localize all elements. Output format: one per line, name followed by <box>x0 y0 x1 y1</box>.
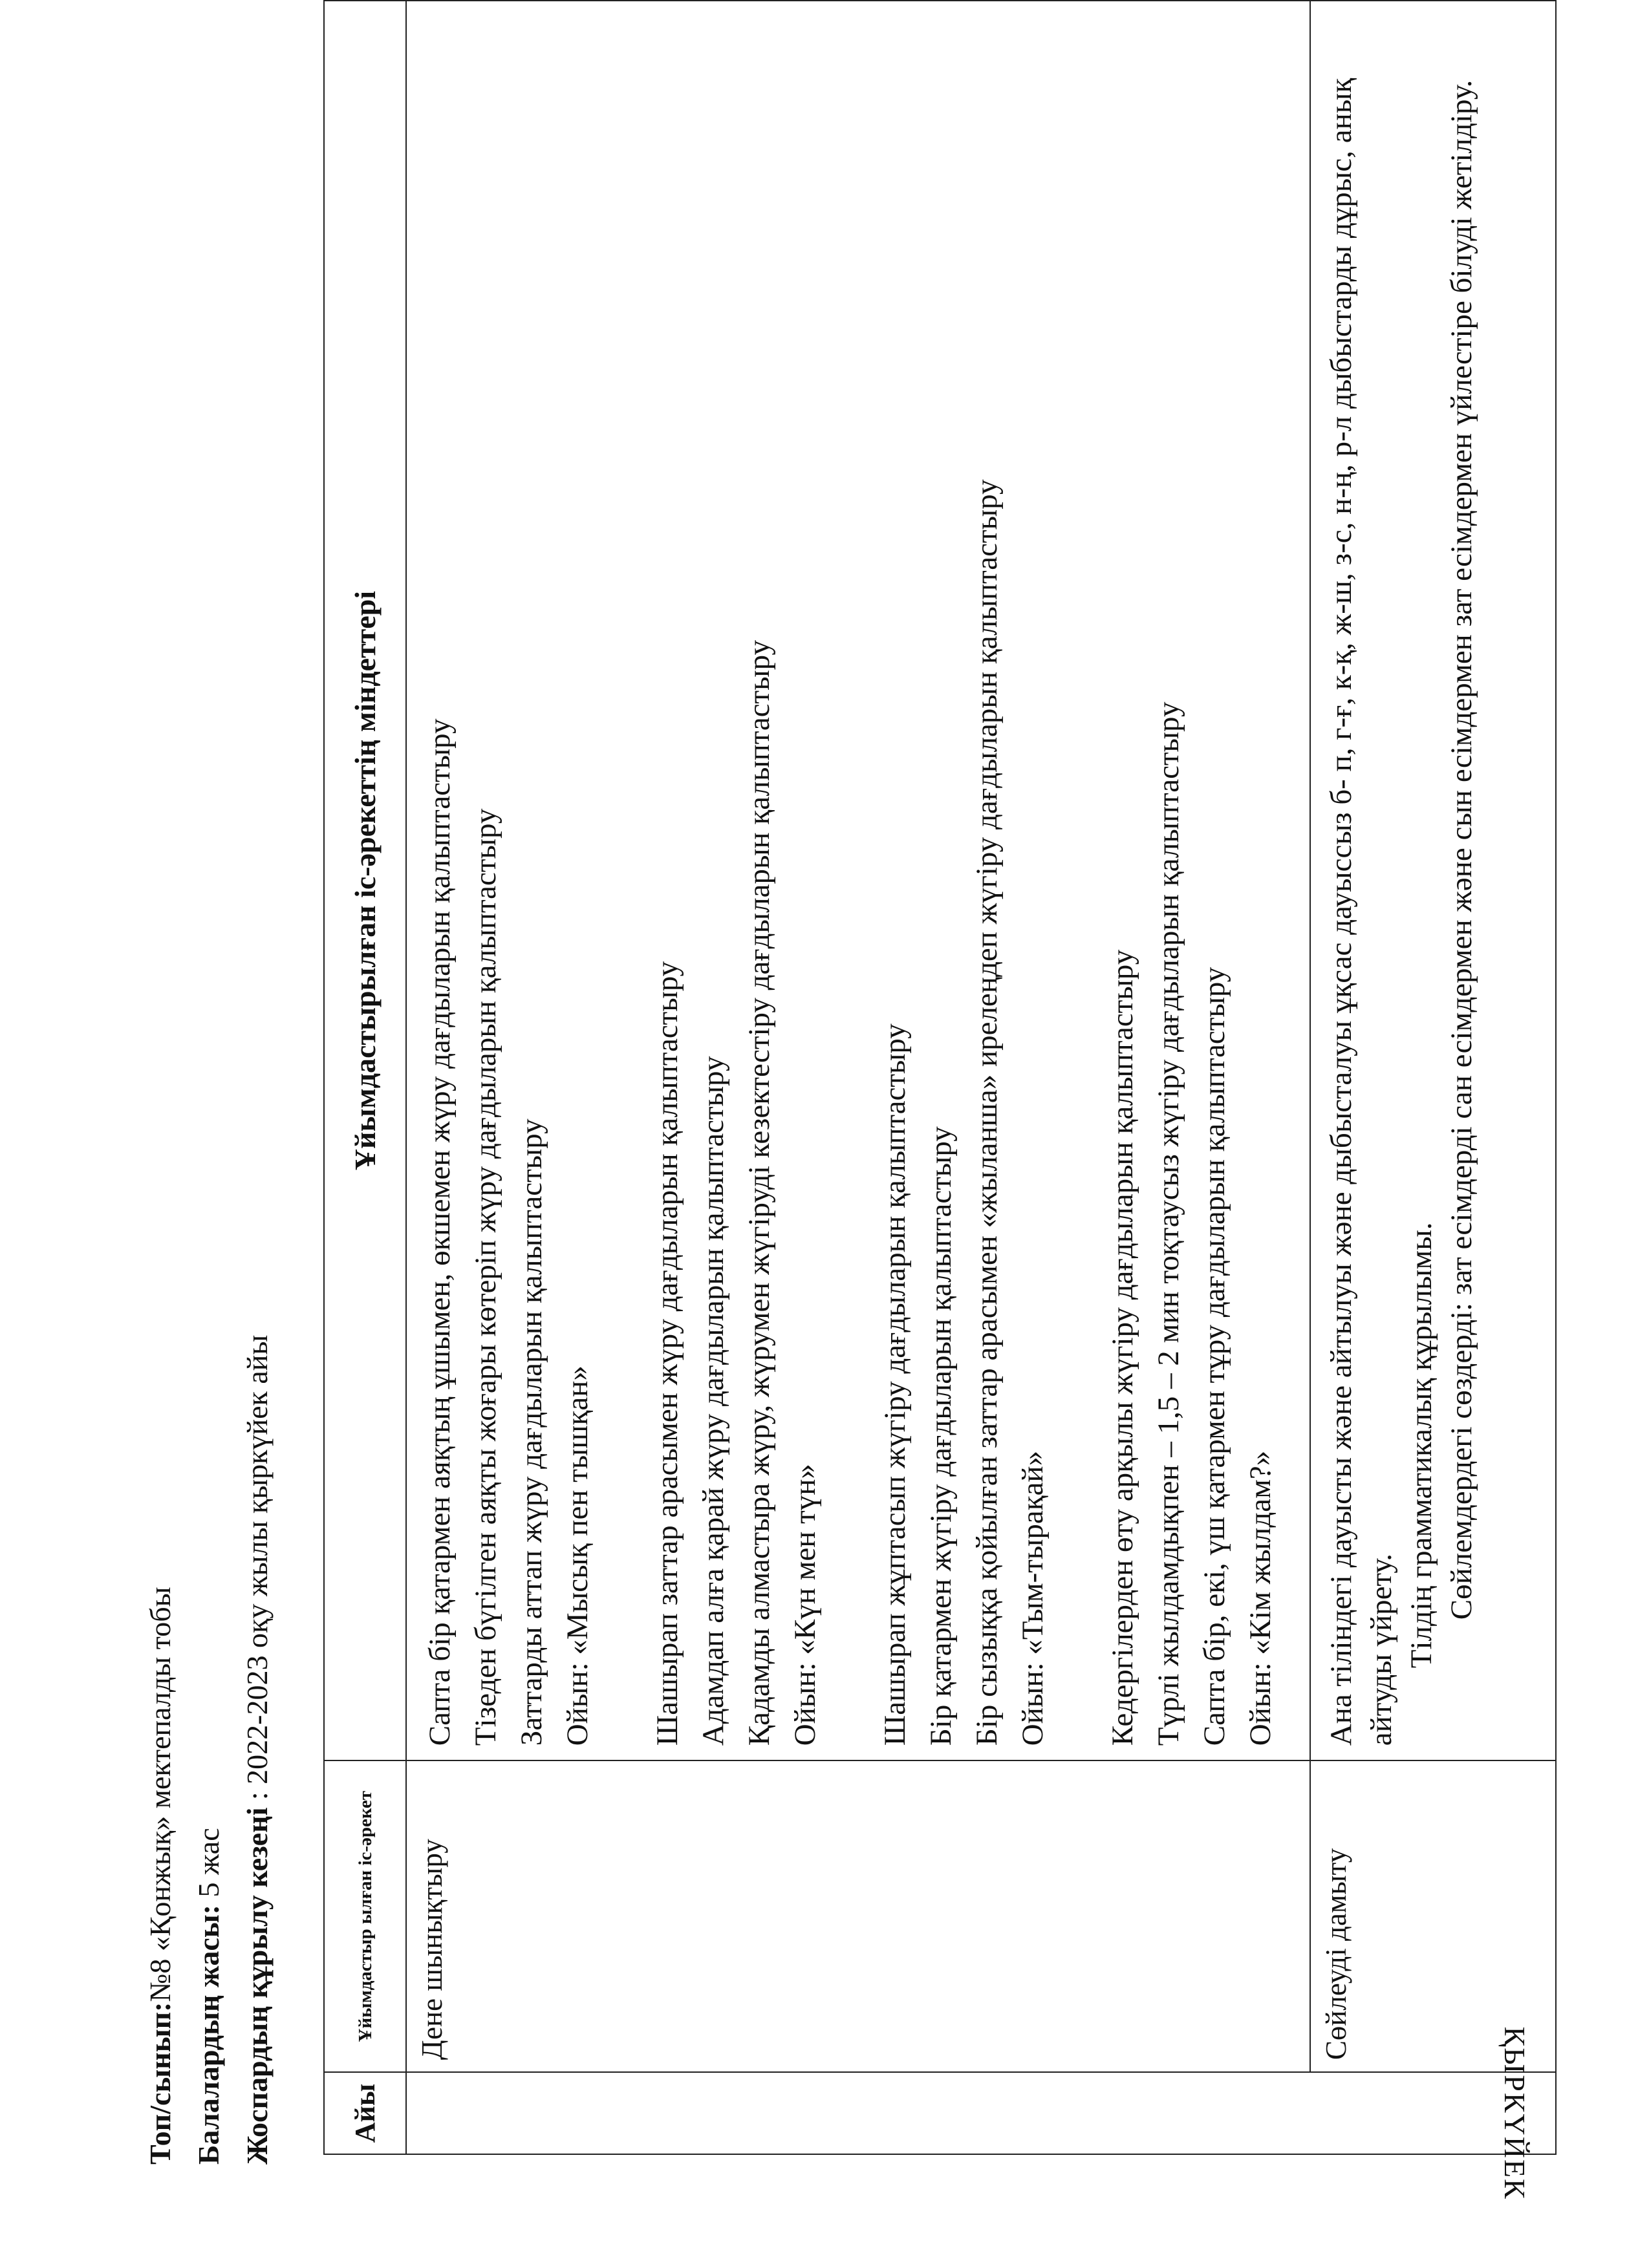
age-label: Балалардың жасы: <box>192 1904 225 2165</box>
task-line: Бір сызыққа қойылған заттар арасымен «жыланша» ирелеңдеп жүгіру дағдыларын қалыптастыру <box>970 479 1004 1746</box>
task-group <box>417 14 601 1746</box>
month-cell <box>406 2026 1556 2200</box>
task-group <box>645 14 828 1746</box>
task-line: Ойын: «Тым-тырақай» <box>1016 1450 1050 1746</box>
task-line: Ойын: «Мысық пен тышқан» <box>561 1365 594 1746</box>
task-line: Адамдап алға қарай жүру дағдыларын қалыптастыру <box>696 1056 730 1746</box>
table-row <box>1310 1 1556 2154</box>
task-line: Түрлі жылдамдықпен – 1,5 – 2 мин тоқтаусыз жүгіру дағдыларын қалыптастыру <box>1152 701 1185 1746</box>
group-label: Топ/сынып: <box>144 2002 177 2165</box>
month-label: ҚЫРКҮЙЕК <box>1498 2026 1531 2200</box>
tasks-cell <box>1310 1 1556 1760</box>
period-label: Жоспардың құрылу кезеңі <box>241 1807 274 2165</box>
task-group <box>1100 14 1284 1746</box>
task-line: Тілдің грамматикалық құрылымы. <box>1405 1222 1438 1669</box>
table-row <box>406 1 1310 2154</box>
plan-table <box>323 0 1557 2200</box>
col-header-tasks: Ұйымдастырылған іс-әрекеттің міндеттері <box>324 1 406 1760</box>
task-line: Заттарды аттап жүру дағдыларын қалыптастыру <box>515 1118 548 1746</box>
task-line: Шашырап жұптасып жүгіру дағдыларын қалыптастыру <box>878 1023 912 1746</box>
age-value: 5 жас <box>192 1828 225 1905</box>
task-line: Бір қатармен жүгіру дағдыларын қалыптастыру <box>924 1126 958 1746</box>
age-line <box>194 1828 224 2165</box>
task-line: Шашырап заттар арасымен жүру дағдыларын қалыптастыру <box>651 961 684 1746</box>
task-line: Сапта бір қатармен аяқтың ұшымен, өкшемен жүру дағдыларын қалыптастыру <box>423 718 457 1746</box>
task-line: Ана тіліндегі дауысты және айтылуы және дыбысталуы ұқсас дауыссыз б- п, г-ғ, к-қ, ж-ш, з-с, н-ң, р-л дыбыстарды дұрыс, анық айтуды үйрету. <box>1324 78 1398 1746</box>
activity-cell: Дене шынықтыру <box>406 1760 1310 2072</box>
table-header-row <box>324 1 406 2154</box>
task-line: Сапта бір, екі, үш қатармен тұру дағдыларын қалыптастыру <box>1198 967 1231 1746</box>
group-value: №8 «Қонжық» мектепалды тобы <box>144 1587 177 2002</box>
col-header-month: Айы <box>324 2072 406 2154</box>
tasks-cell <box>406 1 1310 1760</box>
period-line <box>242 1335 272 2165</box>
col-header-activity: Ұйымдастыр ылған іс-әрекет <box>324 1760 406 2072</box>
task-line: Сөйлемдердегі сөздерді: зат есімдерді сан есімдермен және сын есімдермен зат есімдермен үйлестіре білуді жетілдіру. <box>1445 80 1478 1620</box>
period-value: : 2022-2023 оқу жылы қыркүйек айы <box>241 1334 274 1808</box>
task-line: Кедергілерден өту арқылы жүгіру дағдыларын қалыптастыру <box>1106 949 1139 1746</box>
activity-cell: Сөйлеуді дамыту <box>1310 1760 1556 2072</box>
group-line <box>146 1587 175 2165</box>
task-line: Қадамды алмастыра жүру, жүрумен жүгіруді кезектестіру дағдыларын қалыптастыру <box>742 639 776 1746</box>
task-line: Тізеден бүгілген аяқты жоғары көтеріп жүру дағдыларын қалыптастыру <box>469 808 502 1746</box>
task-line: Ойын: «Күн мен түн» <box>788 1464 822 1746</box>
task-group <box>872 14 1056 1746</box>
task-line: Ойын: «Кім жылдам?» <box>1244 1450 1277 1746</box>
